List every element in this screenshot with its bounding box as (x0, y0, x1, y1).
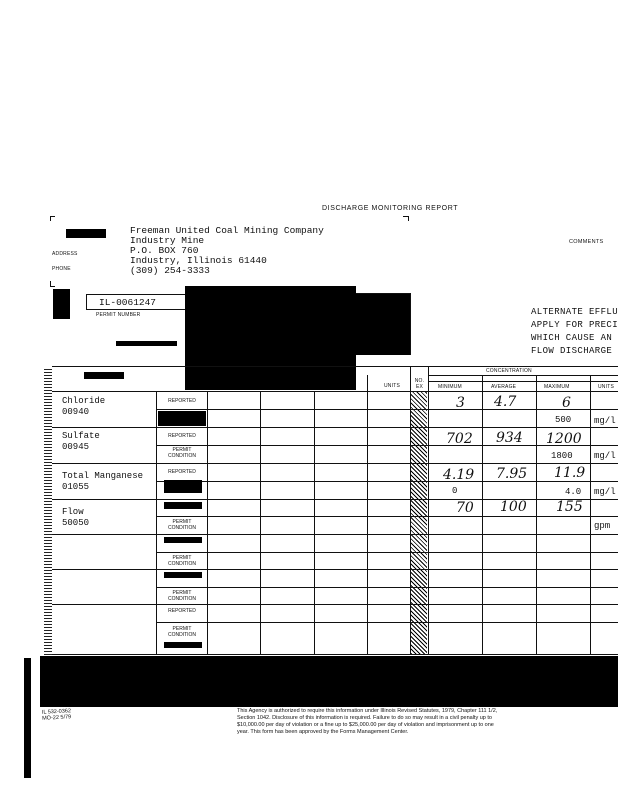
param-code: 00940 (62, 407, 90, 417)
col-minimum: MINIMUM (438, 384, 462, 390)
row-min: 70 (456, 500, 474, 516)
redaction-block (185, 286, 356, 390)
row-min: 4.19 (443, 467, 475, 483)
permit-condition-label: PERMIT CONDITION (167, 519, 197, 531)
redaction-block (164, 642, 202, 648)
redaction-block (116, 341, 177, 346)
reported-label: REPORTED (168, 398, 196, 404)
redaction-block (40, 656, 618, 707)
concentration-label: CONCENTRATION (486, 368, 532, 374)
param-label: Chloride (62, 396, 106, 406)
report-title: DISCHARGE MONITORING REPORT (322, 205, 459, 212)
phone-number: (309) 254-3333 (130, 265, 210, 276)
notice-line: WHICH CAUSE AN (531, 333, 613, 343)
no-ex-column (411, 392, 427, 654)
legal-notice: This Agency is authorized to require this information under Illinois Revised Statutes, 1979, Chapter 111 1/2, Section 1042. Disclosure of this information is required. Failure to do so may result in a civil penalty up to $10,000.00 per day of violation or a fine up to $25,000.00 per day of violation and imprisonment up to one year. This form has been approved by the Forms Management Center. (237, 708, 498, 735)
row-unit: mg/l (594, 487, 616, 497)
permit-number-box (86, 294, 186, 310)
redaction-block (84, 372, 124, 379)
company-name: Freeman United Coal Mining Company (130, 225, 324, 236)
row-unit: mg/l (594, 416, 616, 426)
notice-line: FLOW DISCHARGE (531, 346, 613, 356)
mine-name: Industry Mine (130, 235, 205, 246)
redaction-block (53, 289, 70, 319)
col-maximum: MAXIMUM (544, 384, 570, 390)
redaction-bar (24, 658, 31, 778)
row-avg: 4.7 (494, 394, 517, 410)
row-max: 1200 (546, 431, 582, 447)
reported-label: REPORTED (168, 469, 196, 475)
row-avg: 934 (496, 430, 523, 446)
permit-label-box (86, 309, 186, 318)
row-avg: 100 (500, 499, 527, 515)
param-code: 01055 (62, 482, 90, 492)
permit-condition-label: PERMIT CONDITION (167, 555, 197, 567)
row-unit: mg/l (594, 451, 616, 461)
redaction-block (158, 411, 206, 426)
param-name (62, 507, 89, 529)
no-ex-label: NO. EX (414, 378, 425, 390)
scan-edge (44, 367, 52, 703)
phone-label: PHONE (52, 266, 71, 272)
redaction-block (164, 537, 202, 543)
col-units: UNITS (598, 384, 614, 390)
permit-condition-label: PERMIT CONDITION (167, 626, 197, 638)
units-label: UNITS (384, 383, 400, 389)
address-label: ADDRESS (52, 251, 78, 257)
notice-line: ALTERNATE EFFLU (531, 307, 618, 317)
po-box: P.O. BOX 760 (130, 245, 199, 256)
row-unit: gpm (594, 521, 611, 531)
alternate-notice (531, 306, 618, 358)
row-min: 3 (456, 395, 465, 411)
city-line: Industry, Illinois 61440 (130, 255, 267, 266)
reported-label: REPORTED (168, 608, 196, 614)
param-name (62, 431, 100, 453)
redaction-block (164, 502, 202, 509)
param-name (62, 396, 105, 418)
param-label: Sulfate (62, 431, 100, 441)
form-id: IL 532-0362 MO-22 5/79 (41, 708, 72, 722)
param-code: 00945 (62, 442, 90, 452)
company-block (130, 226, 324, 276)
row-max: 11.9 (554, 465, 586, 481)
row-max: 155 (556, 499, 583, 515)
redaction-block (355, 294, 410, 355)
param-label: Total Manganese (62, 471, 144, 481)
comments-label: COMMENTS (569, 239, 604, 245)
col-average: AVERAGE (491, 384, 517, 390)
permit-number: IL-0061247 (99, 297, 157, 308)
permit-max: 1800 (551, 451, 573, 461)
permit-min: 0 (452, 486, 458, 496)
permit-label: PERMIT NUMBER (96, 312, 141, 318)
redaction-block (164, 572, 202, 578)
param-name (62, 471, 143, 493)
permit-condition-label: PERMIT CONDITION (167, 590, 197, 602)
param-code: 50050 (62, 518, 90, 528)
row-max: 6 (562, 395, 571, 411)
param-label: Flow (62, 507, 84, 517)
redaction-block (164, 480, 202, 493)
permit-max: 500 (555, 415, 572, 425)
row-min: 702 (446, 431, 473, 447)
permit-condition-label: PERMIT CONDITION (167, 447, 197, 459)
reported-label: REPORTED (168, 433, 196, 439)
row-avg: 7.95 (496, 466, 528, 482)
redaction-block (66, 229, 106, 238)
permit-max: 4.0 (565, 487, 582, 497)
notice-line: APPLY FOR PRECI (531, 320, 618, 330)
